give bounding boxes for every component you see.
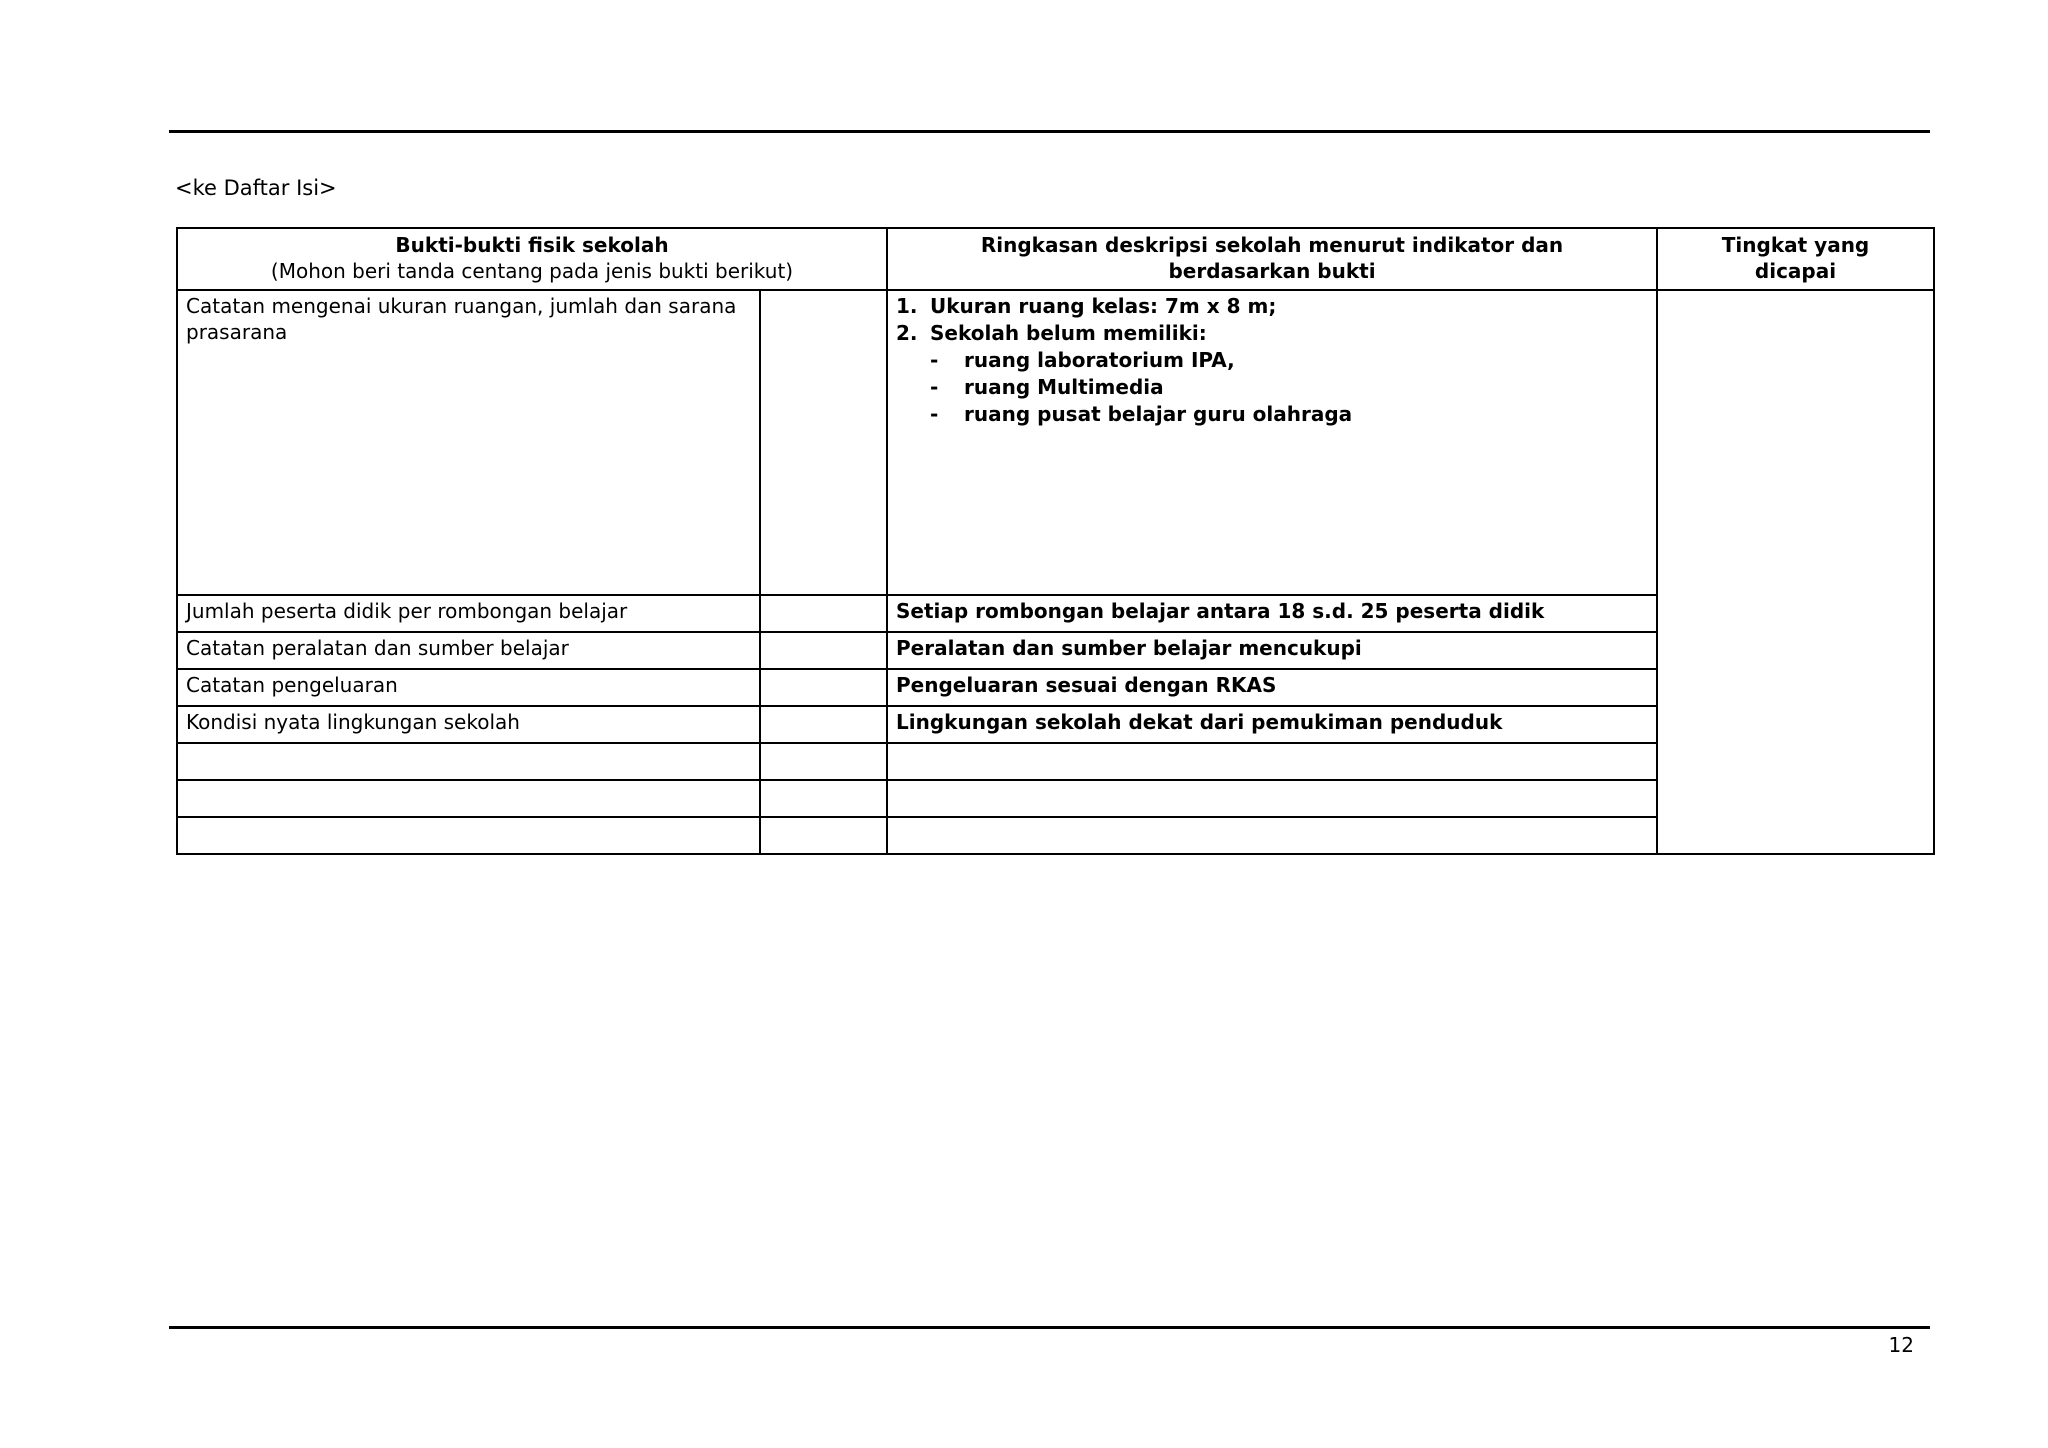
description-cell[interactable] [887,743,1657,780]
list-item-text: Sekolah belum memiliki: [930,321,1207,345]
checkmark-cell[interactable] [760,743,887,780]
evidence-cell: Jumlah peserta didik per rombongan belajar [177,595,760,632]
header-rule [169,130,1930,133]
achievement-column-header [1657,228,1934,290]
checkmark-cell[interactable] [760,817,887,854]
sub-list-item [930,347,1648,374]
checkmark-cell[interactable] [760,669,887,706]
missing-rooms-list [930,347,1648,428]
evidence-cell[interactable] [177,817,760,854]
evidence-column-title: Bukti-bukti fisik sekolah [395,233,669,257]
description-cell[interactable] [887,780,1657,817]
achievement-column-title-line2: dicapai [1754,259,1837,283]
evidence-cell: Kondisi nyata lingkungan sekolah [177,706,760,743]
evidence-cell[interactable] [177,743,760,780]
footer-rule [169,1326,1930,1329]
evidence-cell: Catatan pengeluaran [177,669,760,706]
page-number: 12 [1888,1333,1914,1357]
list-item-number: 1. [896,294,918,318]
achievement-level-cell[interactable] [1657,290,1934,854]
description-cell: Setiap rombongan belajar antara 18 s.d. 25 peserta didik [887,595,1657,632]
description-column-title-line2: berdasarkan bukti [1168,259,1376,283]
dash-bullet: - [930,375,939,399]
evidence-table [176,227,1935,855]
list-item-text: Ukuran ruang kelas: 7m x 8 m; [930,294,1277,318]
sub-list-item-text: ruang pusat belajar guru olahraga [964,402,1353,426]
achievement-column-title-line1: Tingkat yang [1721,233,1870,257]
evidence-column-header [177,228,887,290]
sub-list-item [930,401,1648,428]
checkmark-cell[interactable] [760,290,887,595]
description-cell [887,290,1657,595]
evidence-cell: Catatan peralatan dan sumber belajar [177,632,760,669]
checkmark-cell[interactable] [760,632,887,669]
evidence-cell: Catatan mengenai ukuran ruangan, jumlah dan sarana prasarana [177,290,760,595]
evidence-column-instruction: (Mohon beri tanda centang pada jenis bukti berikut) [270,259,794,283]
description-column-title-line1: Ringkasan deskripsi sekolah menurut indikator dan [980,233,1564,257]
checkmark-cell[interactable] [760,595,887,632]
checkmark-cell[interactable] [760,780,887,817]
description-cell: Peralatan dan sumber belajar mencukupi [887,632,1657,669]
description-numbered-list [896,293,1648,428]
evidence-cell[interactable] [177,780,760,817]
sub-list-item [930,374,1648,401]
description-cell: Pengeluaran sesuai dengan RKAS [887,669,1657,706]
table-row [177,290,1934,595]
table-header-row [177,228,1934,290]
description-column-header [887,228,1657,290]
description-cell[interactable] [887,817,1657,854]
sub-list-item-text: ruang Multimedia [964,375,1164,399]
dash-bullet: - [930,348,939,372]
list-item [896,320,1648,428]
table-of-contents-link[interactable]: <ke Daftar Isi> [175,176,337,200]
dash-bullet: - [930,402,939,426]
list-item [896,293,1648,320]
sub-list-item-text: ruang laboratorium IPA, [964,348,1235,372]
list-item-number: 2. [896,321,918,345]
checkmark-cell[interactable] [760,706,887,743]
description-cell: Lingkungan sekolah dekat dari pemukiman penduduk [887,706,1657,743]
